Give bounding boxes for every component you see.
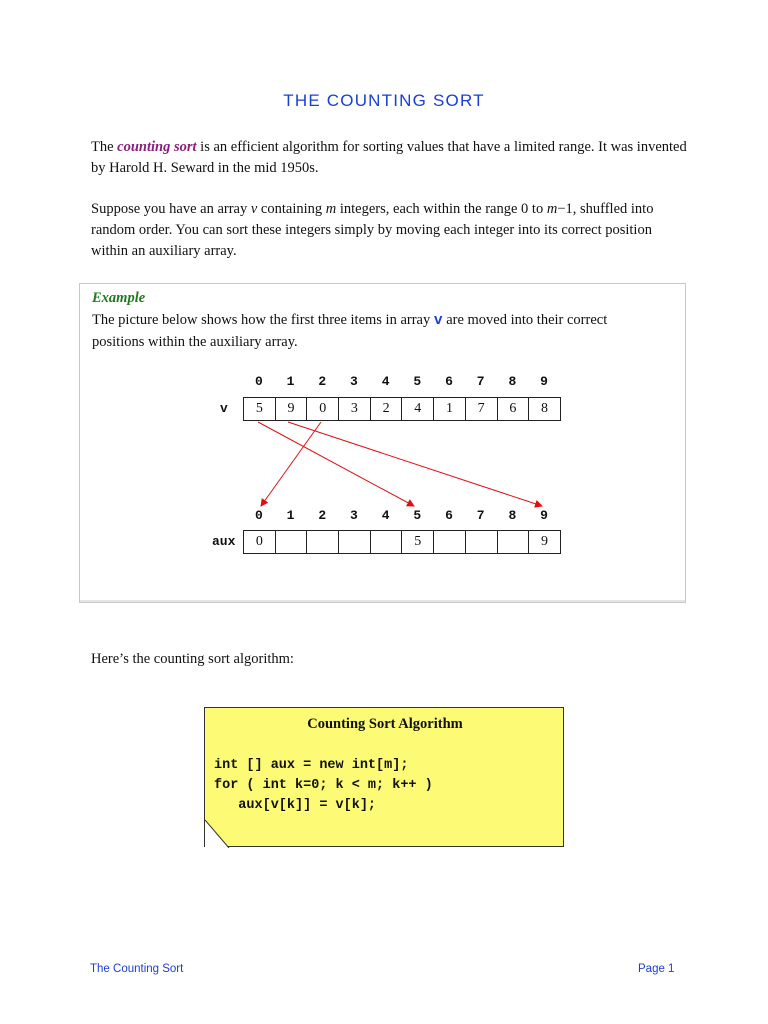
array-cell: 8 [529, 398, 561, 420]
array-cell: 7 [466, 398, 498, 420]
example-text [92, 310, 652, 353]
array-v [243, 397, 561, 421]
page-number: Page 1 [638, 963, 675, 975]
array-cell: 3 [339, 398, 371, 420]
array-cell: 9 [529, 531, 561, 553]
index-label: 5 [413, 374, 422, 389]
index-label: 7 [476, 374, 485, 389]
intro-paragraph-2 [91, 199, 691, 262]
index-label: 5 [413, 508, 422, 523]
array-v-label: v [220, 401, 228, 416]
example-heading: Example [92, 290, 146, 306]
array-cell: 5 [402, 531, 434, 553]
v-index-row [243, 374, 560, 389]
index-label: 7 [476, 508, 485, 523]
array-cell [339, 531, 371, 553]
example-text-part: are moved into their correct positions within the auxiliary array. [92, 312, 608, 350]
code-line: int [] aux = new int[m]; [214, 758, 409, 773]
array-cell [498, 531, 530, 553]
index-label: 6 [445, 374, 453, 389]
example-text-part: The picture below shows how the first three items in array [92, 312, 434, 328]
array-cell [466, 531, 498, 553]
array-cell: 5 [244, 398, 276, 420]
example-box [79, 283, 686, 603]
intro-text: −1, shuffled into random order. You can sort these integers simply by moving each integer into its correct position within an auxiliary array. [91, 201, 654, 259]
algorithm-intro: Here’s the counting sort algorithm: [91, 651, 294, 667]
algorithm-title: Counting Sort Algorithm [307, 716, 463, 732]
intro-text: Suppose you have an array [91, 201, 251, 217]
array-cell: 6 [498, 398, 530, 420]
page-title: THE COUNTING SORT [283, 91, 485, 110]
index-label: 4 [381, 374, 390, 389]
index-label: 9 [540, 508, 548, 523]
array-cell [276, 531, 308, 553]
var-m: m [325, 201, 337, 217]
array-v-code: v [433, 313, 443, 329]
array-cell: 0 [244, 531, 276, 553]
index-label: 4 [381, 508, 390, 523]
intro-text: integers, each within the range 0 to [336, 201, 547, 217]
index-label: 1 [286, 374, 295, 389]
index-label: 3 [350, 374, 358, 389]
var-v: v [250, 201, 258, 217]
aux-index-row [243, 508, 560, 523]
index-label: 0 [254, 374, 263, 389]
code-line: for ( int k=0; k < m; k++ ) [214, 778, 433, 793]
index-label: 0 [254, 508, 263, 523]
array-aux [243, 530, 561, 554]
array-cell: 1 [434, 398, 466, 420]
intro-text: containing [257, 201, 326, 217]
array-cell: 2 [371, 398, 403, 420]
array-cell: 0 [307, 398, 339, 420]
index-label: 3 [350, 508, 358, 523]
index-label: 9 [540, 374, 548, 389]
array-cell [371, 531, 403, 553]
term-counting-sort: counting sort [117, 139, 197, 155]
intro-paragraph-1 [91, 137, 691, 179]
code-line: aux[v[k]] = v[k]; [214, 798, 377, 813]
index-label: 1 [286, 508, 295, 523]
intro-text: The [91, 139, 118, 155]
array-cell: 4 [402, 398, 434, 420]
algorithm-note [204, 707, 564, 847]
algorithm-code [214, 756, 433, 816]
footer-title: The Counting Sort [90, 963, 184, 975]
index-label: 6 [445, 508, 453, 523]
array-cell [307, 531, 339, 553]
index-label: 2 [318, 374, 327, 389]
index-label: 8 [508, 508, 517, 523]
index-label: 8 [508, 374, 517, 389]
index-label: 2 [318, 508, 327, 523]
array-cell: 9 [276, 398, 308, 420]
intro-text: is an efficient algorithm for sorting values that have a limited range. It was invented by Harold H. Seward in the mid 1950s. [91, 139, 687, 176]
var-m: m [546, 201, 558, 217]
array-cell [434, 531, 466, 553]
array-aux-label: aux [212, 534, 236, 549]
